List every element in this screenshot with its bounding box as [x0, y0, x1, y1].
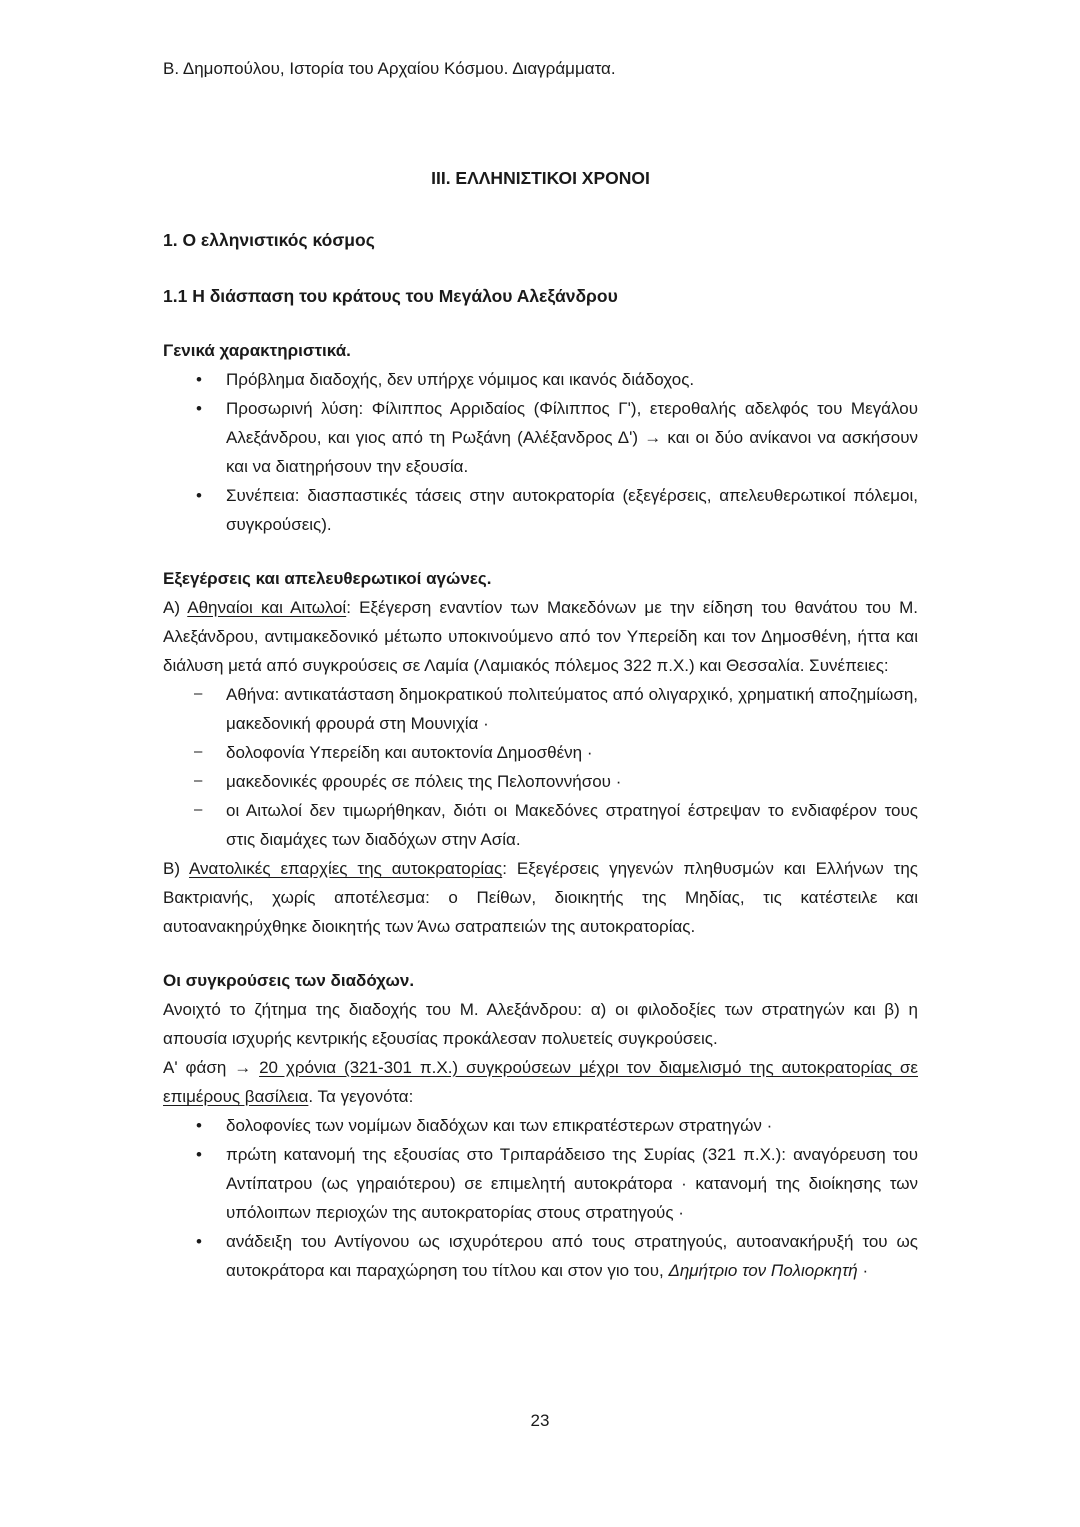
page-title: ΙΙΙ. ΕΛΛΗΝΙΣΤΙΚΟΙ ΧΡΟΝΟΙ	[431, 168, 650, 188]
paragraph-text: . Τα γεγονότα:	[308, 1087, 414, 1106]
paragraph-athenians	[163, 593, 918, 680]
list-item-text: Συνέπεια: διασπαστικές τάσεις στην αυτοκρατορία (εξεγέρσεις, απελευθερωτικοί πόλεμοι, συγκρούσεις).	[226, 486, 918, 534]
paragraph-phase-a	[163, 1053, 918, 1111]
conflicts-heading: Οι συγκρούσεις των διαδόχων.	[163, 971, 415, 990]
list-item	[163, 796, 918, 854]
underlined-phrase: Ανατολικές επαρχίες της αυτοκρατορίας	[189, 859, 503, 878]
paragraph-prefix: Αʹ φάση →	[163, 1058, 260, 1077]
paragraph-text: : Εξεγέρσεις γηγενών πληθυσμών και Ελλήνων της Βακτριανής, χωρίς αποτέλεσμα: ο Πείθων, διοικητής της Μηδίας, τις κατέστειλε και αυτοανακηρύχθηκε διοικητής των Άνω σατραπειών της αυτοκρατορίας.	[163, 859, 918, 936]
list-item-text: δολοφονία Υπερείδη και αυτοκτονία Δημοσθένη ·	[226, 743, 593, 762]
phase-a-events-list	[163, 1111, 918, 1285]
list-item-text: ανάδειξη του Αντίγονου ως ισχυρότερου από τους στρατηγούς, αυτοανακήρυξή του ως αυτοκράτορα και παραχώρηση του τίτλου και στον γιο του,	[226, 1232, 918, 1280]
paragraph-prefix: Β)	[163, 859, 189, 878]
paragraph-conflicts-intro: Ανοιχτό το ζήτημα της διαδοχής του Μ. Αλεξάνδρου: α) οι φιλοδοξίες των στρατηγών και β) η απουσία ισχυρής κεντρικής εξουσίας προκάλεσαν πολυετείς συγκρούσεις.	[163, 1000, 918, 1048]
underlined-phrase: Αθηναίοι και Αιτωλοί	[187, 598, 347, 617]
paragraph-eastern-provinces	[163, 854, 918, 941]
list-item-text: Πρόβλημα διαδοχής, δεν υπήρχε νόμιμος και ικανός διάδοχος.	[226, 370, 695, 389]
general-characteristics-list	[163, 365, 918, 539]
list-item	[163, 365, 918, 394]
list-item-text: Προσωρινή λύση: Φίλιππος Αρριδαίος (Φίλιππος Γʹ), ετεροθαλής αδελφός του Μεγάλου Αλεξάνδρου, και γιος από τη Ρωξάνη (Αλέξανδρος Δʹ) → και οι δύο ανίκανοι να ασκήσουν και να διατηρήσουν την εξουσία.	[226, 399, 918, 476]
underlined-phrase: 20 χρόνια (321-301 π.Χ.) συγκρούσεων μέχρι τον διαμελισμό της αυτοκρατορίας σε επιμέρους βασίλεια	[163, 1058, 918, 1106]
list-item-text: πρώτη κατανομή της εξουσίας στο Τριπαράδεισο της Συρίας (321 π.Χ.): αναγόρευση του Αντίπατρου (ως γηραιότερου) σε επιμελητή αυτοκράτορα · κατανομή της διοίκησης των υπόλοιπων περιοχών της αυτοκρατορίας στους στρατηγούς ·	[226, 1145, 918, 1222]
list-item	[163, 394, 918, 481]
list-item	[163, 1227, 918, 1285]
paragraph-text: : Εξέγερση εναντίον των Μακεδόνων με την είδηση του θανάτου του Μ. Αλεξάνδρου, αντιμακεδονικό μέτωπο υποκινούμενο από τον Υπερείδη και τον Δημοσθένη, ήττα και διάλυση μετά από συγκρούσεις σε Λαμία (Λαμιακός πόλεμος 322 π.Χ.) και Θεσσαλία. Συνέπειες:	[163, 598, 918, 675]
list-item-text: μακεδονικές φρουρές σε πόλεις της Πελοποννήσου ·	[226, 772, 622, 791]
list-item	[163, 481, 918, 539]
list-item-text: οι Αιτωλοί δεν τιμωρήθηκαν, διότι οι Μακεδόνες στρατηγοί έστρεψαν το ενδιαφέρον τους στις διαμάχες των διαδόχων στην Ασία.	[226, 801, 918, 849]
italic-phrase: Δημήτριο τον Πολιορκητή	[668, 1261, 858, 1280]
subsection-heading: 1.1 Η διάσπαση του κράτους του Μεγάλου Αλεξάνδρου	[163, 286, 618, 306]
list-item-text: Αθήνα: αντικατάσταση δημοκρατικού πολιτεύματος από ολιγαρχικό, χρηματική αποζημίωση, μακεδονική φρουρά στη Μουνιχία ·	[226, 685, 918, 733]
uprisings-heading: Εξεγέρσεις και απελευθερωτικοί αγώνες.	[163, 569, 492, 588]
list-item	[163, 738, 918, 767]
list-item	[163, 680, 918, 738]
page-number: 23	[530, 1411, 550, 1430]
paragraph-prefix: Α)	[163, 598, 188, 617]
list-item	[163, 1140, 918, 1227]
header-text: Β. Δημοπούλου, Ιστορία του Αρχαίου Κόσμου. Διαγράμματα.	[163, 59, 616, 78]
consequences-list	[163, 680, 918, 854]
list-item	[163, 1111, 918, 1140]
list-item	[163, 767, 918, 796]
list-item-text: δολοφονίες των νομίμων διαδόχων και των επικρατέστερων στρατηγών ·	[226, 1116, 773, 1135]
section-heading: 1. Ο ελληνιστικός κόσμος	[163, 230, 375, 250]
general-characteristics-heading: Γενικά χαρακτηριστικά.	[163, 341, 351, 360]
list-item-suffix: ·	[857, 1261, 869, 1280]
document-header	[163, 54, 918, 83]
